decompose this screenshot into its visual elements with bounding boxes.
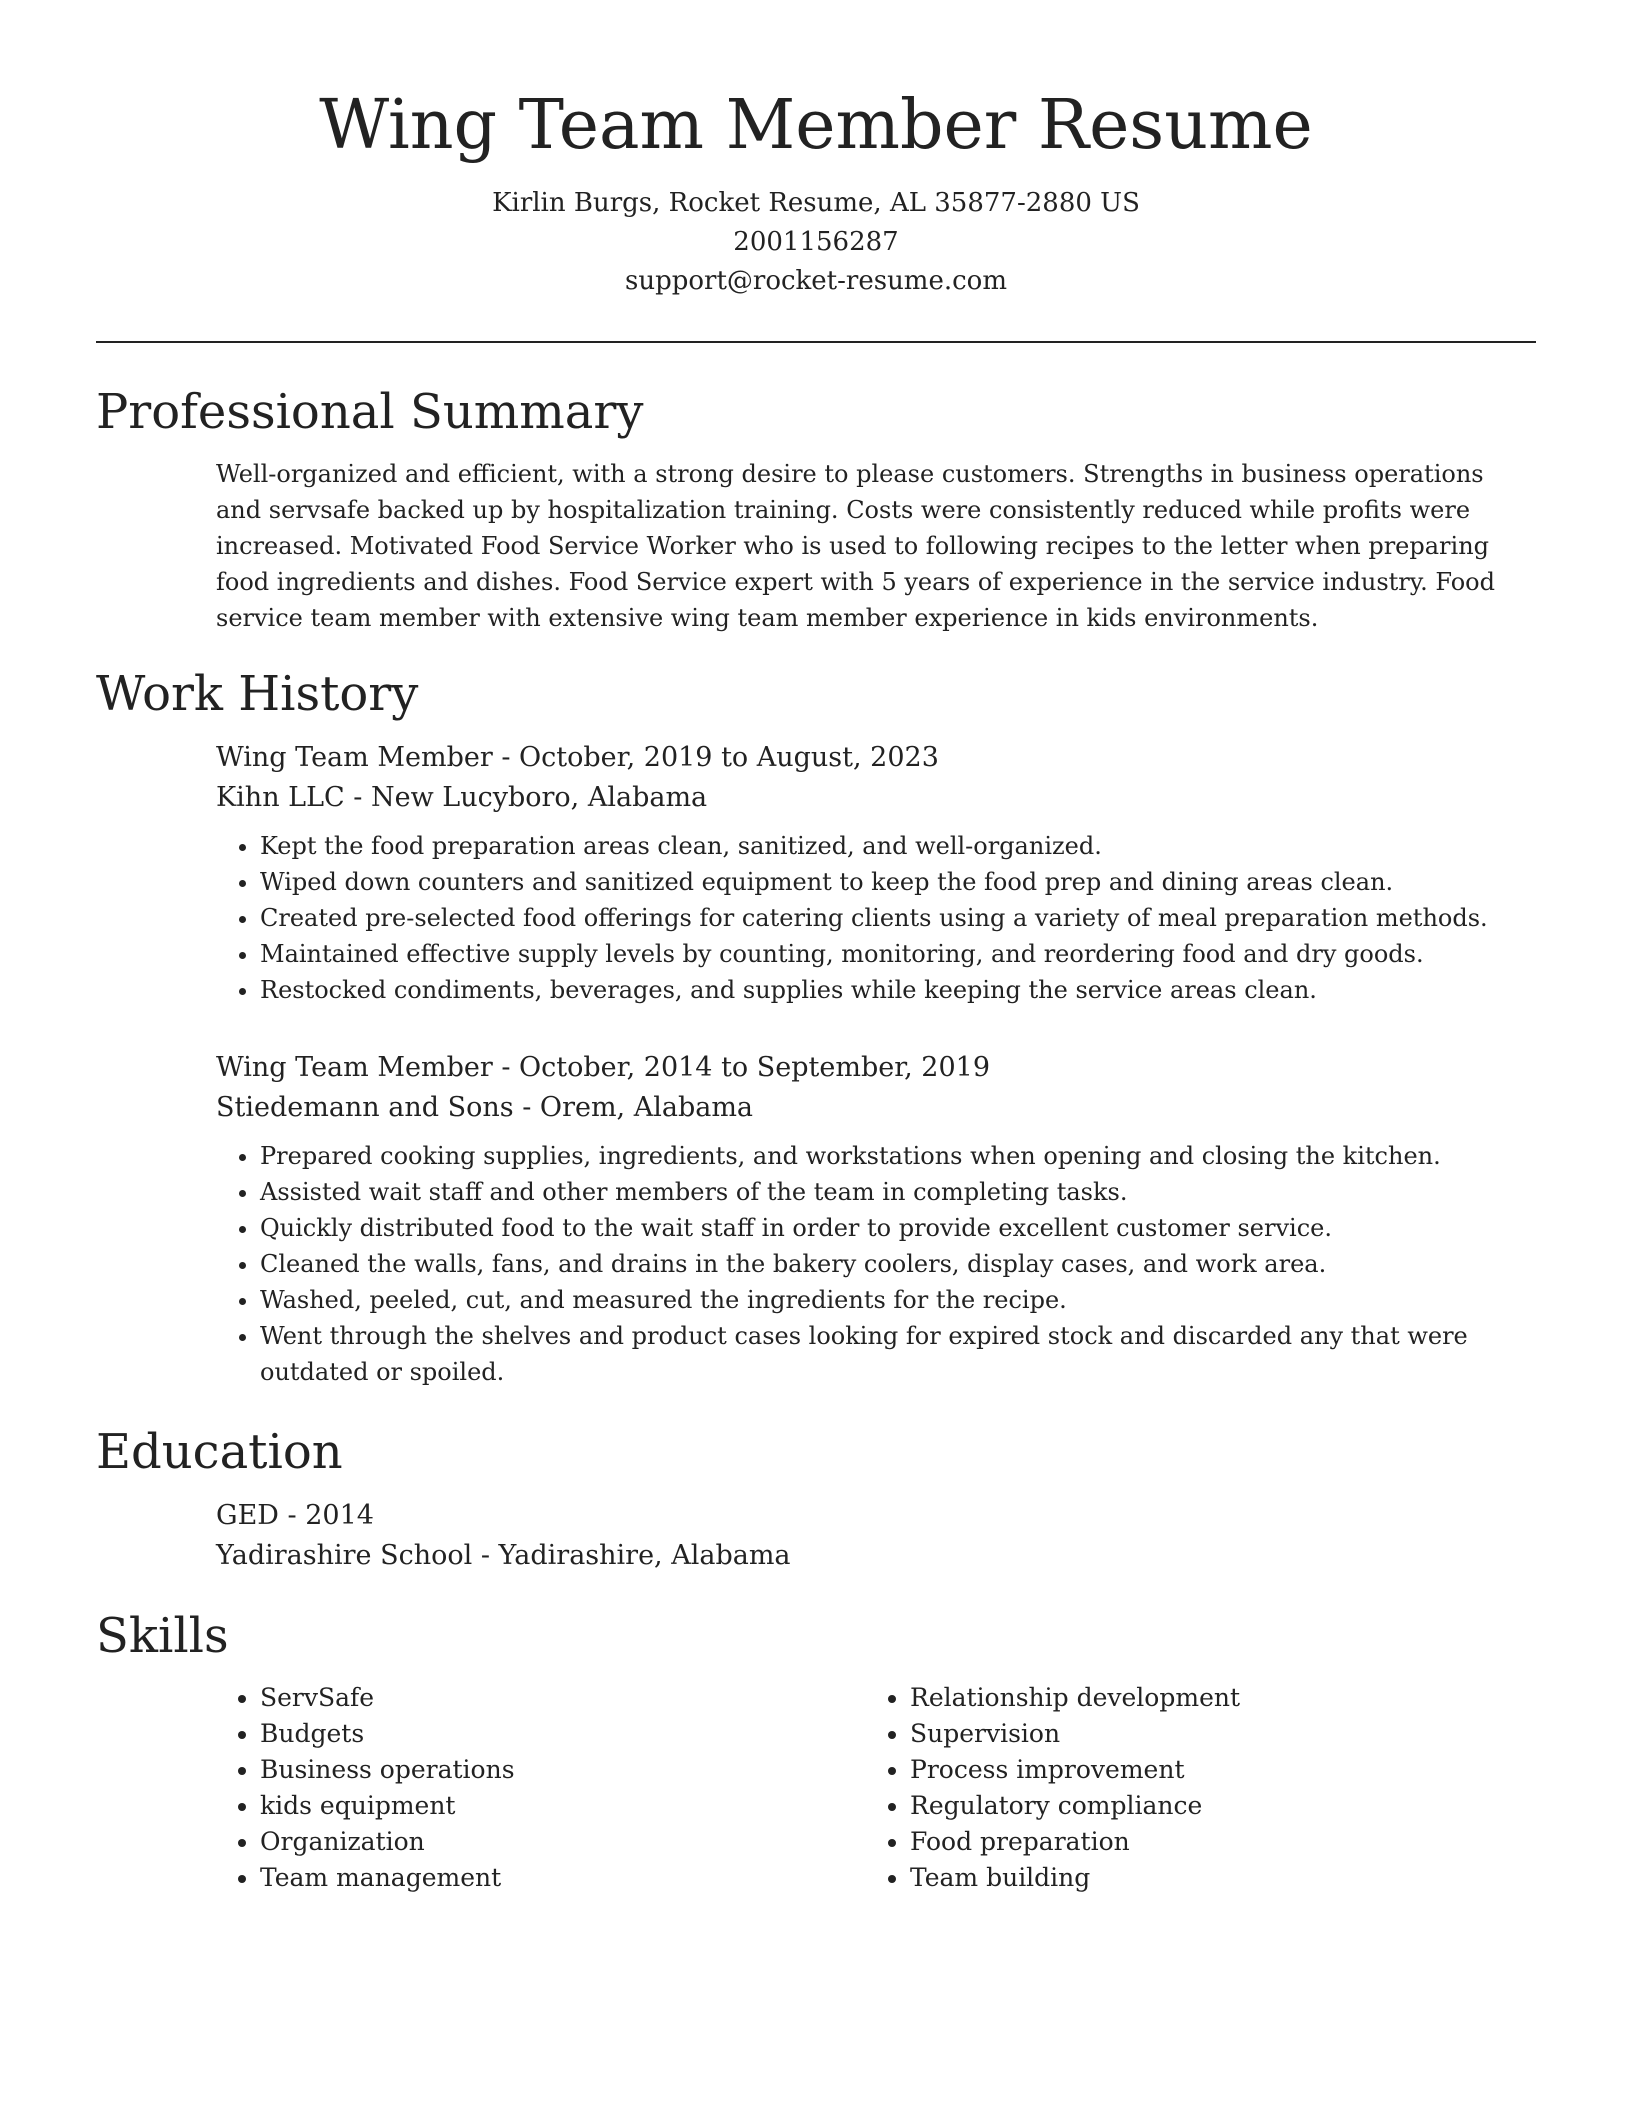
job-duty: • Wiped down counters and sanitized equipment to keep the food prep and dining areas clean. — [260, 864, 1536, 900]
education-location: - Yadirashire, Alabama — [472, 1540, 791, 1571]
job-duty: • Washed, peeled, cut, and measured the ingredients for the recipe. — [260, 1282, 1536, 1318]
summary-heading: Professional Summary — [96, 384, 644, 440]
skill-item: • Food preparation — [910, 1824, 1516, 1860]
skill-item: • Regulatory compliance — [910, 1788, 1516, 1824]
job-dates: - October, 2019 to August, 2023 — [492, 742, 939, 773]
contact-phone: 2001156287 — [733, 227, 899, 257]
education-degree-line — [216, 1496, 1536, 1536]
resume-header — [96, 78, 1536, 301]
contact-address: Kirlin Burgs, Rocket Resume, AL 35877-2880 US — [492, 188, 1140, 218]
job-dates: - October, 2014 to September, 2019 — [492, 1052, 991, 1083]
job-title-line — [216, 738, 1536, 778]
job-duty: • Prepared cooking supplies, ingredients, and workstations when opening and closing the kitchen. — [260, 1138, 1536, 1174]
job-duty: • Assisted wait staff and other members of the team in completing tasks. — [260, 1174, 1536, 1210]
job-company: Stiedemann and Sons — [216, 1092, 514, 1123]
education-degree: GED — [216, 1500, 279, 1531]
job-title: Wing Team Member — [216, 742, 493, 773]
skill-item: • kids equipment — [260, 1788, 866, 1824]
job-duty: • Quickly distributed food to the wait staff in order to provide excellent customer service. — [260, 1210, 1536, 1246]
education-school-line — [216, 1536, 1536, 1576]
resume-body — [96, 380, 1536, 1896]
skill-item: • Business operations — [260, 1752, 866, 1788]
job-duties-list — [216, 1138, 1536, 1390]
job-duty: • Created pre-selected food offerings for catering clients using a variety of meal preparation methods. — [260, 900, 1536, 936]
skill-item: • Process improvement — [910, 1752, 1516, 1788]
resume-title: Wing Team Member Resume — [319, 86, 1313, 165]
header-divider — [96, 341, 1536, 343]
job-title: Wing Team Member — [216, 1052, 493, 1083]
job-entry — [216, 738, 1536, 1008]
job-duty: • Cleaned the walls, fans, and drains in the bakery coolers, display cases, and work area. — [260, 1246, 1536, 1282]
job-duty: • Kept the food preparation areas clean, sanitized, and well-organized. — [260, 828, 1536, 864]
job-company-line — [216, 1088, 1536, 1128]
skills-list-left — [216, 1680, 866, 1896]
job-location: - New Lucyboro, Alabama — [344, 782, 708, 813]
skills-heading: Skills — [96, 1608, 229, 1664]
job-title-line — [216, 1048, 1536, 1088]
skills-list-right — [866, 1680, 1516, 1896]
skill-item: • Supervision — [910, 1716, 1516, 1752]
job-duty: • Restocked condiments, beverages, and supplies while keeping the service areas clean. — [260, 972, 1536, 1008]
job-company: Kihn LLC — [216, 782, 345, 813]
education-year: - 2014 — [278, 1500, 374, 1531]
summary-text: Well-organized and efficient, with a strong desire to please customers. Strengths in business operations and servsafe backed up by hospitalization training. Costs were consistently reduced while profits were increased. Motivated Food Service Worker who is used to following recipes to the letter when preparing food ingredients and dishes. Food Service expert with 5 years of experience in the service industry. Food service team member with extensive wing team member experience in kids environments. — [216, 460, 1495, 632]
job-location: - Orem, Alabama — [513, 1092, 754, 1123]
skill-item: • Relationship development — [910, 1680, 1516, 1716]
job-duties-list — [216, 828, 1536, 1008]
skill-item: • ServSafe — [260, 1680, 866, 1716]
education-school: Yadirashire School — [216, 1540, 473, 1571]
job-company-line — [216, 778, 1536, 818]
education-heading: Education — [96, 1424, 343, 1480]
skill-item: • Team management — [260, 1860, 866, 1896]
job-entry — [216, 1048, 1536, 1390]
job-duty: • Maintained effective supply levels by counting, monitoring, and reordering food and dry goods. — [260, 936, 1536, 972]
job-duty: • Went through the shelves and product cases looking for expired stock and discarded any that were outdated or spoiled. — [260, 1318, 1536, 1390]
skill-item: • Budgets — [260, 1716, 866, 1752]
skills-columns — [216, 1680, 1536, 1896]
contact-email: support@rocket-resume.com — [624, 266, 1007, 296]
education-entry — [216, 1496, 1536, 1576]
work-history-heading: Work History — [96, 666, 419, 722]
skill-item: • Organization — [260, 1824, 866, 1860]
skill-item: • Team building — [910, 1860, 1516, 1896]
